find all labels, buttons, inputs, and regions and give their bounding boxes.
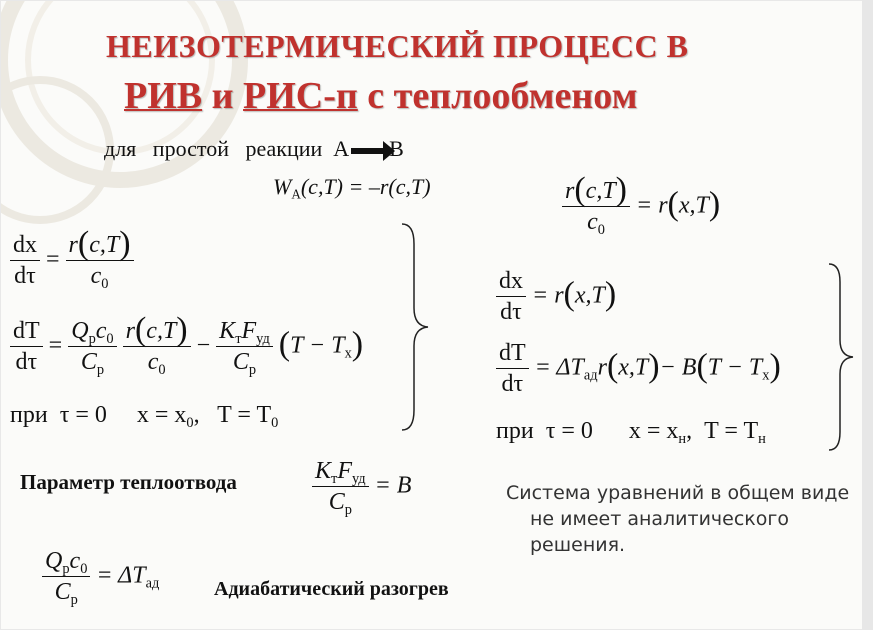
left-eq2-lhs [10,318,43,376]
t-minus-tx: T − T [290,332,345,359]
ad-q: Q [45,548,63,574]
qp-sub: р [88,331,96,348]
right-eq2-ad-sub: ад [583,367,598,384]
cp-sub: р [96,362,105,379]
param-formula [312,458,412,519]
ad-cp-sub: р [70,592,78,609]
intro-text: для простой реакции А [104,136,350,161]
left-initial [10,402,279,432]
right-eq2-minus-b: − B [659,354,697,381]
right-eq1-args: x,T [574,282,605,309]
intro-line [104,136,404,162]
param-c: C [328,489,345,516]
cp-sub-2: p [248,362,257,379]
rate-w: W [273,174,292,199]
right-dtau-2: dτ [501,371,524,398]
dx-num: dx [10,232,40,261]
right-eq1: $\frac{dx}{d\tau}$ = r(x,T) [496,268,616,326]
right-eq2-tail-sub: х [762,367,770,384]
left-eq1-lhs [10,232,40,290]
rate-formula [273,174,431,200]
right-initial-t: , T = T [686,418,759,444]
c0-sub-3: 0 [158,362,166,379]
right-initial-text: при τ = 0 x = x [496,418,679,444]
right-eq1-lhs [496,268,526,326]
right-dx: dx [496,268,526,297]
note-line2: не имеет аналитического [530,508,790,530]
ad-cp: C [54,579,71,606]
left-initial-text: при τ = 0 x = x [10,402,187,428]
title-ris: РИС-п [243,75,358,117]
right-initial [496,418,766,448]
ad-rhs-sub: ад [145,575,160,592]
dtau-den: dτ [14,263,36,290]
ad-c: c [69,548,81,574]
cp-symbol-2: C [232,349,249,376]
left-eq1-rhs: $\frac{r(c,T)}{c_0}$ [66,232,134,290]
c0-sub: 0 [101,276,109,293]
c0-symbol-3: c [147,349,159,376]
rate-w-sub: A [291,186,301,202]
param-k: K [315,458,332,484]
adiabatic-formula [42,548,160,609]
adiabatic-label: Адиабатический разогрев [214,578,449,600]
param-f-sub: уд [351,471,366,488]
r-over-c0: $\frac{r(c,T)}{c_0}$ [123,318,191,376]
ct-args: c,T [89,232,120,258]
left-eq2: $\frac{dT}{d\tau}$ = $\frac{Q_рc_0}{C_р}$ $\frac{r(c,T)}{c_0}$ − $\frac{K_тF_{уд}}{C_p}$ $(T - T_х)$ [10,318,363,376]
left-eq1: $\frac{dx}{d\tau}$ = $\frac{r(c,T)}{c_0}$ [10,232,134,290]
right-eq2: $\frac{dT}{d\tau}$ = $\Delta T_{ад}r(x,T)- B(T - T_х)$ [496,340,781,398]
right-xn-sub: н [678,431,687,448]
arrow-right-icon [351,148,385,154]
f-sub: уд [256,331,270,348]
right-eq2-lhs [496,340,529,398]
right-eq1-rhs: = r [532,282,564,309]
c0-symbol: c [90,263,102,290]
right-dT: dT [496,340,529,369]
left-x0-sub: 0 [186,415,194,432]
note-line3: решения. [530,534,626,556]
right-dtau: dτ [500,299,522,326]
def-c-sub: 0 [597,222,605,239]
ad-q-sub: р [62,561,70,578]
def-frac: $\frac{r(c,T)}{c_0}$ [562,178,630,236]
left-brace [398,222,432,432]
qp-symbol: Q [71,318,89,344]
f-symbol: F [241,318,257,344]
slide-title-line2 [124,74,637,118]
kt-symbol: K [219,318,236,344]
kt-sub: т [235,331,242,348]
intro-product: В [389,136,404,161]
right-eq2-r: r [597,354,607,381]
dtau-den-2: dτ [15,349,38,376]
note-line1: Система уравнений в общем виде [506,482,850,504]
ct-args-2: c,T [146,318,177,344]
right-brace [826,262,856,452]
param-label: Параметр теплоотвода [20,470,237,494]
r-symbol-2: r [125,318,135,344]
title-heat: с теплообменом [367,75,638,117]
title-and: и [211,75,234,117]
left-initial-t: , T = T [193,402,272,428]
param-frac [312,458,369,519]
def-rhs: = r [636,192,668,219]
param-f: F [337,458,352,484]
param-c-sub: p [344,502,352,519]
rate-args: (c,T) = –r(c,T) [300,174,431,199]
c0-symbol-2: c [95,318,107,344]
right-eq2-args: x,T [618,354,649,381]
ad-c-sub: 0 [80,561,88,578]
kf-over-cp [216,318,273,379]
qp-c0-over-cp [68,318,116,379]
left-t0-sub: 0 [271,415,279,432]
cp-symbol: C [80,349,97,376]
tx-sub: х [344,345,352,362]
dT-num: dT [10,318,43,347]
def-c: c [587,209,598,236]
c0-sub-2: 0 [106,331,114,348]
def-r: r [565,178,575,204]
ad-rhs: = ΔT [96,562,146,589]
right-definition: $\frac{r(c,T)}{c_0}$ = r(x,T) [562,178,720,236]
right-tn-sub: н [758,431,766,448]
right-eq2-deltaT: = ΔT [534,354,584,381]
param-k-sub: т [331,471,338,488]
right-eq2-tail: T − T [707,354,763,381]
param-rhs: = B [374,472,412,499]
slide-title-line1: НЕИЗОТЕРМИЧЕСКИЙ ПРОЦЕСС В [106,28,689,64]
def-rhs-args: x,T [678,192,709,219]
r-symbol: r [68,232,78,258]
def-args: c,T [585,178,616,204]
adiabatic-frac [42,548,90,609]
title-riv: РИВ [124,75,203,117]
